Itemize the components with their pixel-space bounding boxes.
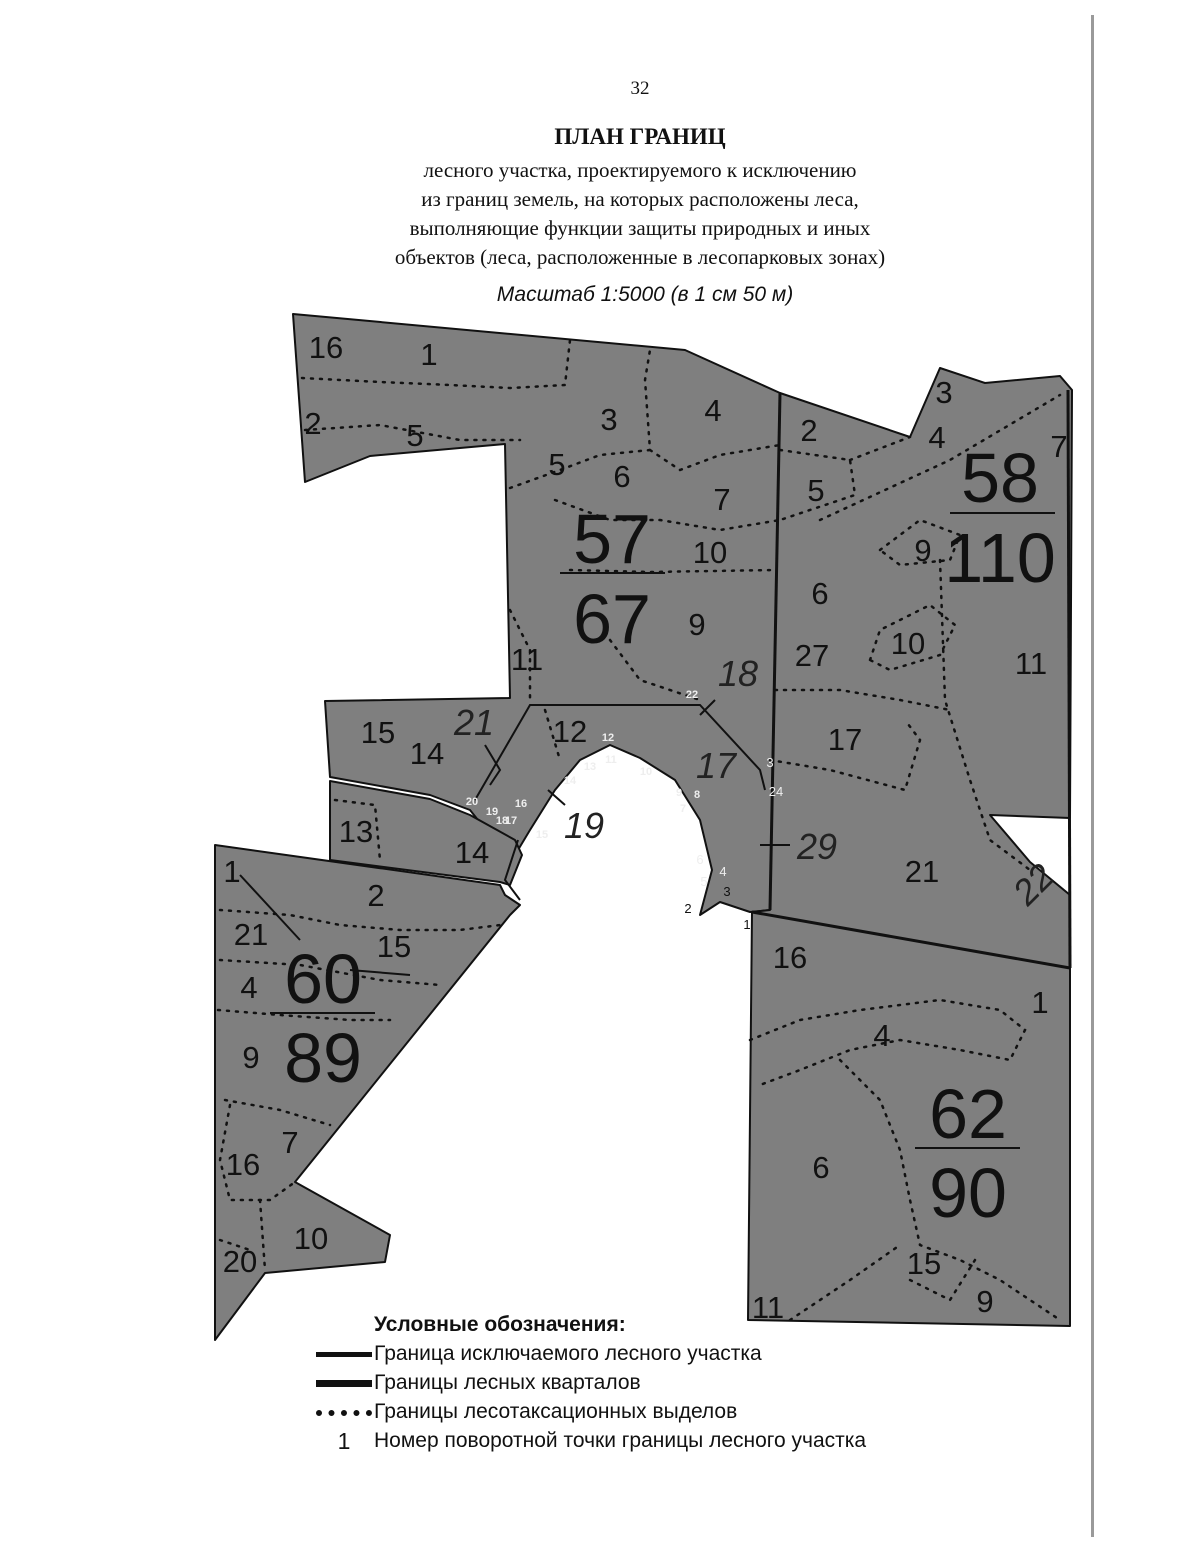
point-number: 19 (485, 806, 499, 818)
point-number: 1 (743, 917, 751, 932)
vydel-label: 16 (308, 330, 344, 365)
vydel-label: 5 (548, 447, 566, 482)
point-number: 15 (535, 829, 549, 841)
point-number: 7 (679, 803, 687, 815)
boundary-label: 19 (563, 805, 605, 846)
point-number: 17 (504, 815, 518, 827)
vydel-label: 7 (281, 1125, 299, 1160)
quarter-57-top: 57 (573, 500, 651, 578)
boundary-label: 21 (453, 702, 495, 743)
legend-label: Границы лесных кварталов (374, 1371, 641, 1394)
quarter-62-bottom: 90 (929, 1154, 1007, 1232)
point-number: 8 (693, 789, 701, 801)
vydel-label: 9 (688, 607, 706, 642)
vydel-label: 2 (367, 878, 385, 913)
point-number: 3 (723, 884, 731, 899)
legend-label: Номер поворотной точки границы лесного участка (374, 1429, 867, 1452)
page-number: 32 (630, 78, 650, 99)
vydel-label: 9 (242, 1040, 260, 1075)
vydel-label: 15 (906, 1246, 942, 1281)
vydel-label: 1 (223, 854, 241, 889)
subtitle-line: объектов (леса, расположенные в лесопарковых зонах) (394, 245, 886, 269)
vydel-label: 16 (225, 1147, 261, 1182)
vydel-label: 10 (692, 535, 728, 570)
point-number: 2 (684, 901, 692, 916)
legend-dotted-line-symbol (316, 1410, 372, 1416)
vydel-label: 11 (510, 642, 544, 677)
vydel-label: 21 (233, 917, 269, 952)
vydel-label: 14 (409, 736, 445, 771)
vydel-label: 2 (304, 406, 322, 441)
quarter-boundary-line (1068, 390, 1070, 968)
vydel-label: 6 (812, 1150, 830, 1185)
subtitle-line: выполняющие функции защиты природных и иных (409, 216, 871, 240)
vydel-label: 1 (1031, 985, 1049, 1020)
legend-item (316, 1340, 762, 1369)
vydel-label: 11 (1014, 646, 1048, 681)
legend-thick-line-symbol (316, 1380, 372, 1387)
legend-item (316, 1398, 738, 1427)
quarter-60-top: 60 (284, 940, 362, 1018)
quarter-58-bottom: 110 (944, 519, 1056, 597)
point-number: 4 (719, 864, 727, 879)
point-number: 3 (766, 755, 774, 770)
legend-item (316, 1369, 641, 1398)
vydel-label: 6 (811, 576, 829, 611)
point-number: 12 (601, 732, 615, 744)
point-number: 18 (495, 815, 509, 827)
point-number: 6 (696, 852, 704, 867)
scale-label: Масштаб 1:5000 (в 1 см 50 м) (496, 283, 794, 306)
plan-title: ПЛАН ГРАНИЦ (554, 124, 726, 149)
vydel-label: 4 (928, 420, 946, 455)
point-number: 16 (514, 798, 528, 810)
vydel-label: 6 (613, 459, 631, 494)
vydel-label: 17 (827, 722, 863, 757)
vydel-label: 16 (772, 940, 808, 975)
vydel-label: 7 (1050, 429, 1068, 464)
vydel-label: 3 (935, 375, 953, 410)
legend-thin-line-symbol (316, 1352, 372, 1357)
vydel-label: 5 (807, 473, 825, 508)
boundary-label: 18 (717, 653, 759, 694)
point-number: 11 (605, 754, 617, 766)
vydel-label: 2 (800, 413, 818, 448)
boundary-label: 29 (796, 826, 838, 867)
point-number: 10 (639, 766, 653, 778)
vydel-label: 10 (890, 626, 926, 661)
vydel-label: 4 (704, 393, 722, 428)
vydel-label: 13 (338, 814, 374, 849)
vydel-label: 10 (293, 1221, 329, 1256)
legend-label: Границы лесотаксационных выделов (374, 1400, 738, 1423)
vydel-label: 1 (420, 337, 438, 372)
subtitle-line: из границ земель, на которых расположены леса, (421, 187, 859, 211)
vydel-label: 7 (713, 482, 731, 517)
point-number: 14 (563, 775, 577, 787)
point-number: 9 (675, 787, 683, 799)
point-number: 24 (768, 784, 784, 799)
point-number: 22 (685, 689, 699, 701)
vydel-label: 15 (376, 929, 412, 964)
point-number: 13 (583, 761, 597, 773)
vydel-label: 21 (904, 854, 940, 889)
quarter-57-bottom: 67 (573, 580, 651, 658)
quarter-60-bottom: 89 (284, 1019, 362, 1097)
legend (316, 1313, 867, 1456)
quarter-58-top: 58 (961, 439, 1039, 517)
legend-item (316, 1427, 867, 1456)
vydel-label: 9 (976, 1284, 994, 1319)
vydel-label: 4 (873, 1018, 891, 1053)
boundary-label: 22 (1004, 855, 1062, 913)
vydel-label: 11 (751, 1290, 785, 1325)
vydel-label: 14 (454, 835, 490, 870)
vydel-label: 20 (222, 1244, 258, 1279)
vydel-label: 12 (552, 714, 588, 749)
vydel-label: 9 (914, 533, 932, 568)
point-number: 20 (465, 796, 479, 808)
boundary-label: 17 (695, 745, 737, 786)
quarter-62-top: 62 (929, 1075, 1007, 1153)
point-number: 5 (700, 874, 708, 889)
vydel-label: 5 (406, 418, 424, 453)
vydel-label: 15 (360, 715, 396, 750)
vydel-label: 27 (794, 638, 830, 673)
vydel-label: 3 (600, 402, 618, 437)
legend-label: Граница исключаемого лесного участка (374, 1342, 762, 1365)
legend-number-symbol: 1 (337, 1428, 351, 1454)
legend-title: Условные обозначения: (374, 1313, 626, 1336)
vydel-label: 4 (240, 970, 258, 1005)
subtitle-line: лесного участка, проектируемого к исключению (423, 158, 857, 182)
